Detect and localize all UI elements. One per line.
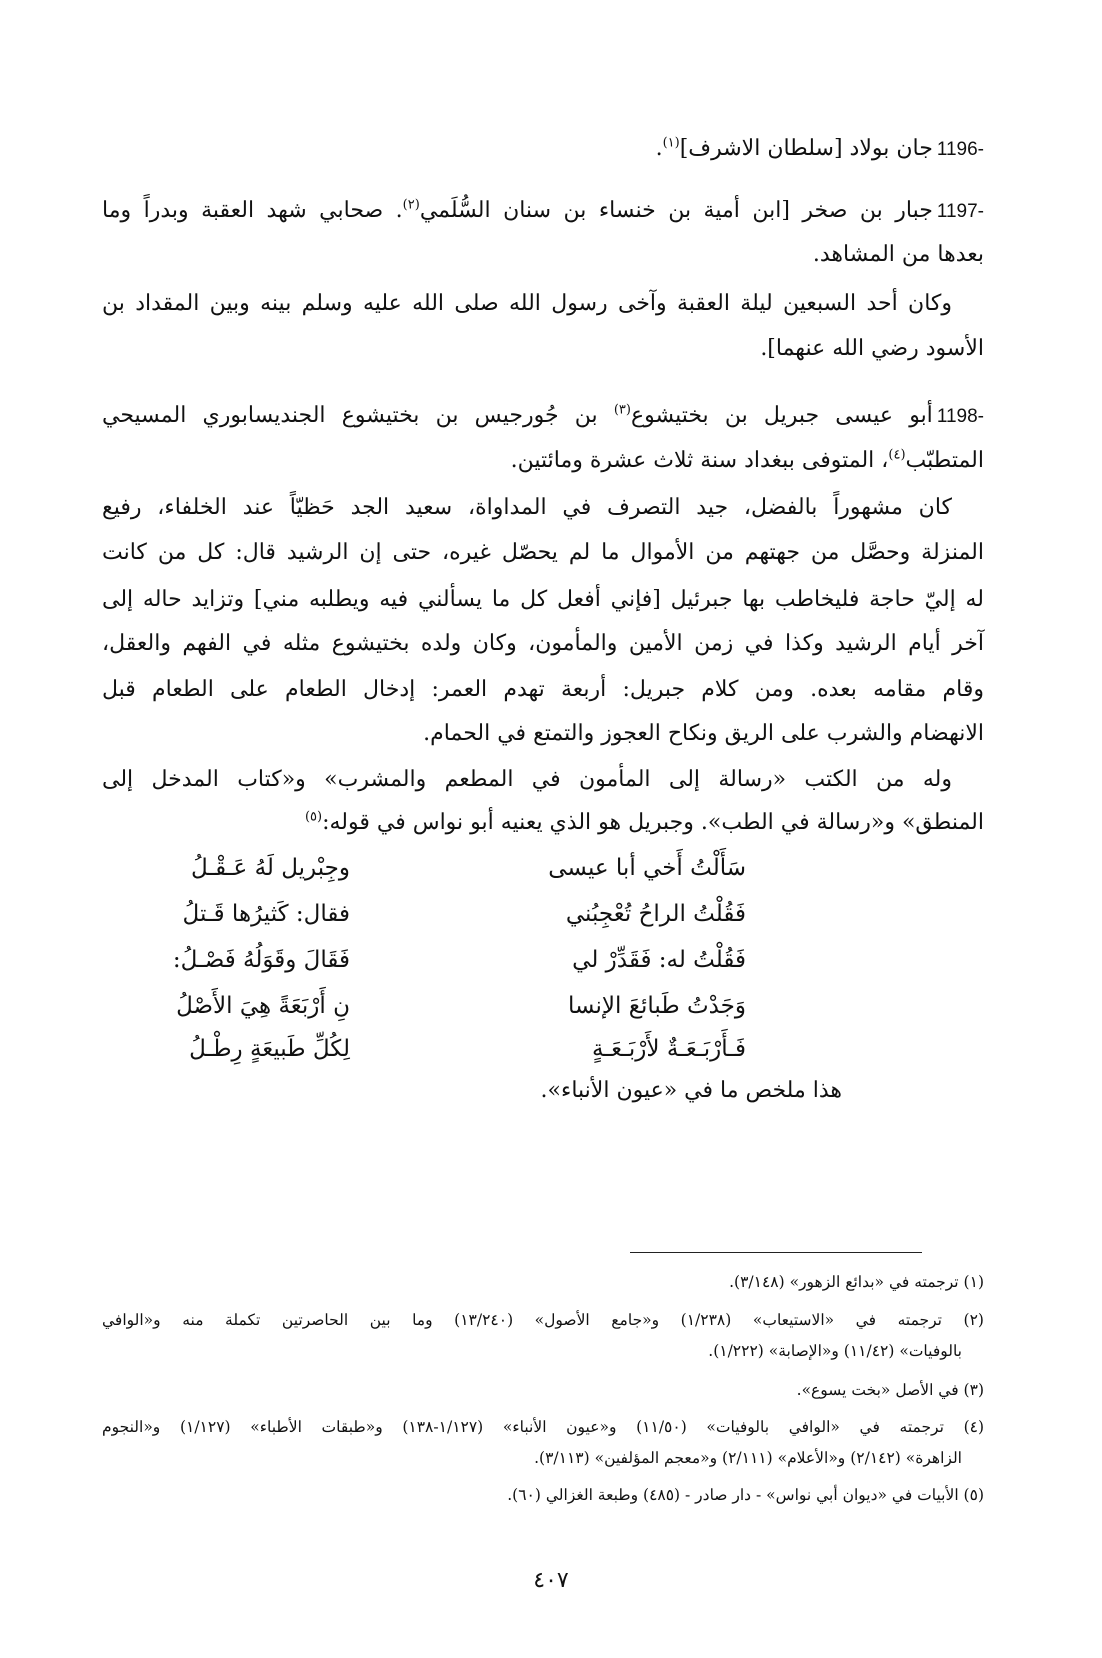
entry-number: 1196- <box>936 139 984 160</box>
verse-hemistich-left: فقال: كَثيرُها قَـتلُ <box>182 901 350 927</box>
footnote-divider <box>630 1252 922 1253</box>
entry-text: أبو عيسى جبريل بن بختيشوع <box>630 403 933 428</box>
footnote-1: (١) ترجمته في «بدائع الزهور» (٣/١٤٨). <box>729 1273 984 1291</box>
footnote-ref: (٤) <box>888 447 906 463</box>
entry-1197-line-3 <box>102 289 984 319</box>
entry-text: . صحابي شهد العقبة وبدراً وما <box>102 198 403 223</box>
verse-hemistich-right: وَجَدْتُ طَبائعَ الإنسا <box>567 993 746 1019</box>
entry-1198-line-1 <box>102 401 984 432</box>
entry-1196 <box>656 134 984 165</box>
paragraph-line: آخر أيام الرشيد وكذا في زمن الأمين والمأمون، وكان ولده بختيشوع مثله في الفهم والعقل، <box>102 631 984 656</box>
page-number: ٤٠٧ <box>533 1568 569 1593</box>
entry-1197-line-4: الأسود رضي الله عنهما]. <box>760 336 984 361</box>
summary-line: هذا ملخص ما في «عيون الأنباء». <box>540 1078 842 1103</box>
verse-hemistich-right: سَأَلْتُ أَخي أبا عيسى <box>548 855 746 881</box>
paragraph-line: وقام مقامه بعده. ومن كلام جبريل: أربعة تهدم العمر: إدخال الطعام على الطعام قبل <box>102 677 984 702</box>
paragraph-line <box>102 765 984 795</box>
entry-number: 1197- <box>936 201 984 222</box>
footnote-4-cont: الزاهرة» (٢/١٤٢) و«الأعلام» (٢/١١١) و«معجم المؤلفين» (٣/١١٣). <box>534 1449 962 1467</box>
entry-tail: . <box>655 136 663 161</box>
entry-text: بن جُورجيس بن بختيشوع الجنديسابوري المسيحي <box>102 403 614 428</box>
verse-hemistich-left: نِ أَرْبَعَةً هِيَ الأَصْلُ <box>176 993 350 1019</box>
paragraph-line: المنزلة وحصَّل من جهتهم من الأموال ما لم يحصّل غيره، حتى إن الرشيد قال: كل من كانت <box>102 540 984 565</box>
footnote-4: (٤) ترجمته في «الوافي بالوفيات» (١١/٥٠) و«عيون الأنباء» (١/١٢٧-١٣٨) و«طبقات الأطباء» (١/١٢٧) و«النجوم <box>102 1418 985 1436</box>
paragraph-line <box>305 808 984 838</box>
paragraph-line: له إليّ حاجة فليخاطب بها جبرئيل [فإني أفعل كل ما يسألني فيه ويطلبه مني] وتزايد حاله إلى <box>102 587 984 612</box>
footnote-2: (٢) ترجمته في «الاستيعاب» (١/٢٣٨) و«جامع الأصول» (١٣/٢٤٠) وما بين الحاصرتين تكملة منه و«الوافي <box>102 1311 984 1329</box>
footnote-3: (٣) في الأصل «بخت يسوع». <box>796 1381 984 1399</box>
verse-hemistich-right: فَـأَرْبَـعَـةٌ لأَرْبَـعَـةٍ <box>592 1036 746 1062</box>
entry-text: وكان أحد السبعين ليلة العقبة وآخى رسول الله صلى الله عليه وسلم بينه وبين المقداد بن <box>102 291 952 316</box>
paragraph-line: الانهضام والشرب على الريق ونكاح العجوز والتمتع في الحمام. <box>423 721 984 746</box>
footnote-2-cont: بالوفيات» (١١/٤٢) و«الإصابة» (١/٢٢٢). <box>708 1342 962 1360</box>
footnote-ref: (١) <box>662 135 680 151</box>
footnote-ref: (٣) <box>613 402 631 418</box>
paragraph-text: كان مشهوراً بالفضل، جيد التصرف في المداواة، سعيد الجد حَظيّاً عند الخلفاء، رفيع <box>102 495 952 520</box>
verse-hemistich-left: فَقَالَ وقَوَلُهُ فَصْـلُ: <box>172 947 350 973</box>
entry-number: 1198- <box>936 406 984 427</box>
paragraph-line <box>102 493 984 523</box>
verse-hemistich-left: وجِبْريل لَهُ عَـقْـلُ <box>191 855 350 881</box>
entry-text: المتطبّب <box>905 448 984 473</box>
verse-hemistich-left: لِكُلِّ طَبيعَةٍ رِطْـلُ <box>189 1036 350 1062</box>
paragraph-text: وله من الكتب «رسالة إلى المأمون في المطعم والمشرب» و«كتاب المدخل إلى <box>102 767 952 792</box>
footnote-5: (٥) الأبيات في «ديوان أبي نواس» - دار صادر - (٤٨٥) وطبعة الغزالي (٦٠). <box>507 1486 984 1504</box>
footnote-ref: (٥) <box>304 809 323 825</box>
verse-hemistich-right: فَقُلْتُ الراحُ تُعْجِبُني <box>565 901 746 927</box>
verse-hemistich-right: فَقُلْتُ له: فَقَدِّرْ لي <box>572 947 746 973</box>
entry-1197-line-1 <box>102 196 984 227</box>
entry-text: جبار بن صخر [ابن أمية بن خنساء بن سنان السُّلَمي <box>419 198 933 223</box>
footnote-ref: (٢) <box>402 197 420 213</box>
paragraph-text: المنطق» و«رسالة في الطب». وجبريل هو الذي يعنيه أبو نواس في قوله: <box>322 810 984 835</box>
entry-1198-line-2 <box>511 446 984 476</box>
entry-text: ، المتوفى ببغداد سنة ثلاث عشرة ومائتين. <box>510 448 889 473</box>
entry-text: جان بولاد [سلطان الاشرف] <box>679 136 933 161</box>
entry-1197-line-2: بعدها من المشاهد. <box>812 242 984 267</box>
